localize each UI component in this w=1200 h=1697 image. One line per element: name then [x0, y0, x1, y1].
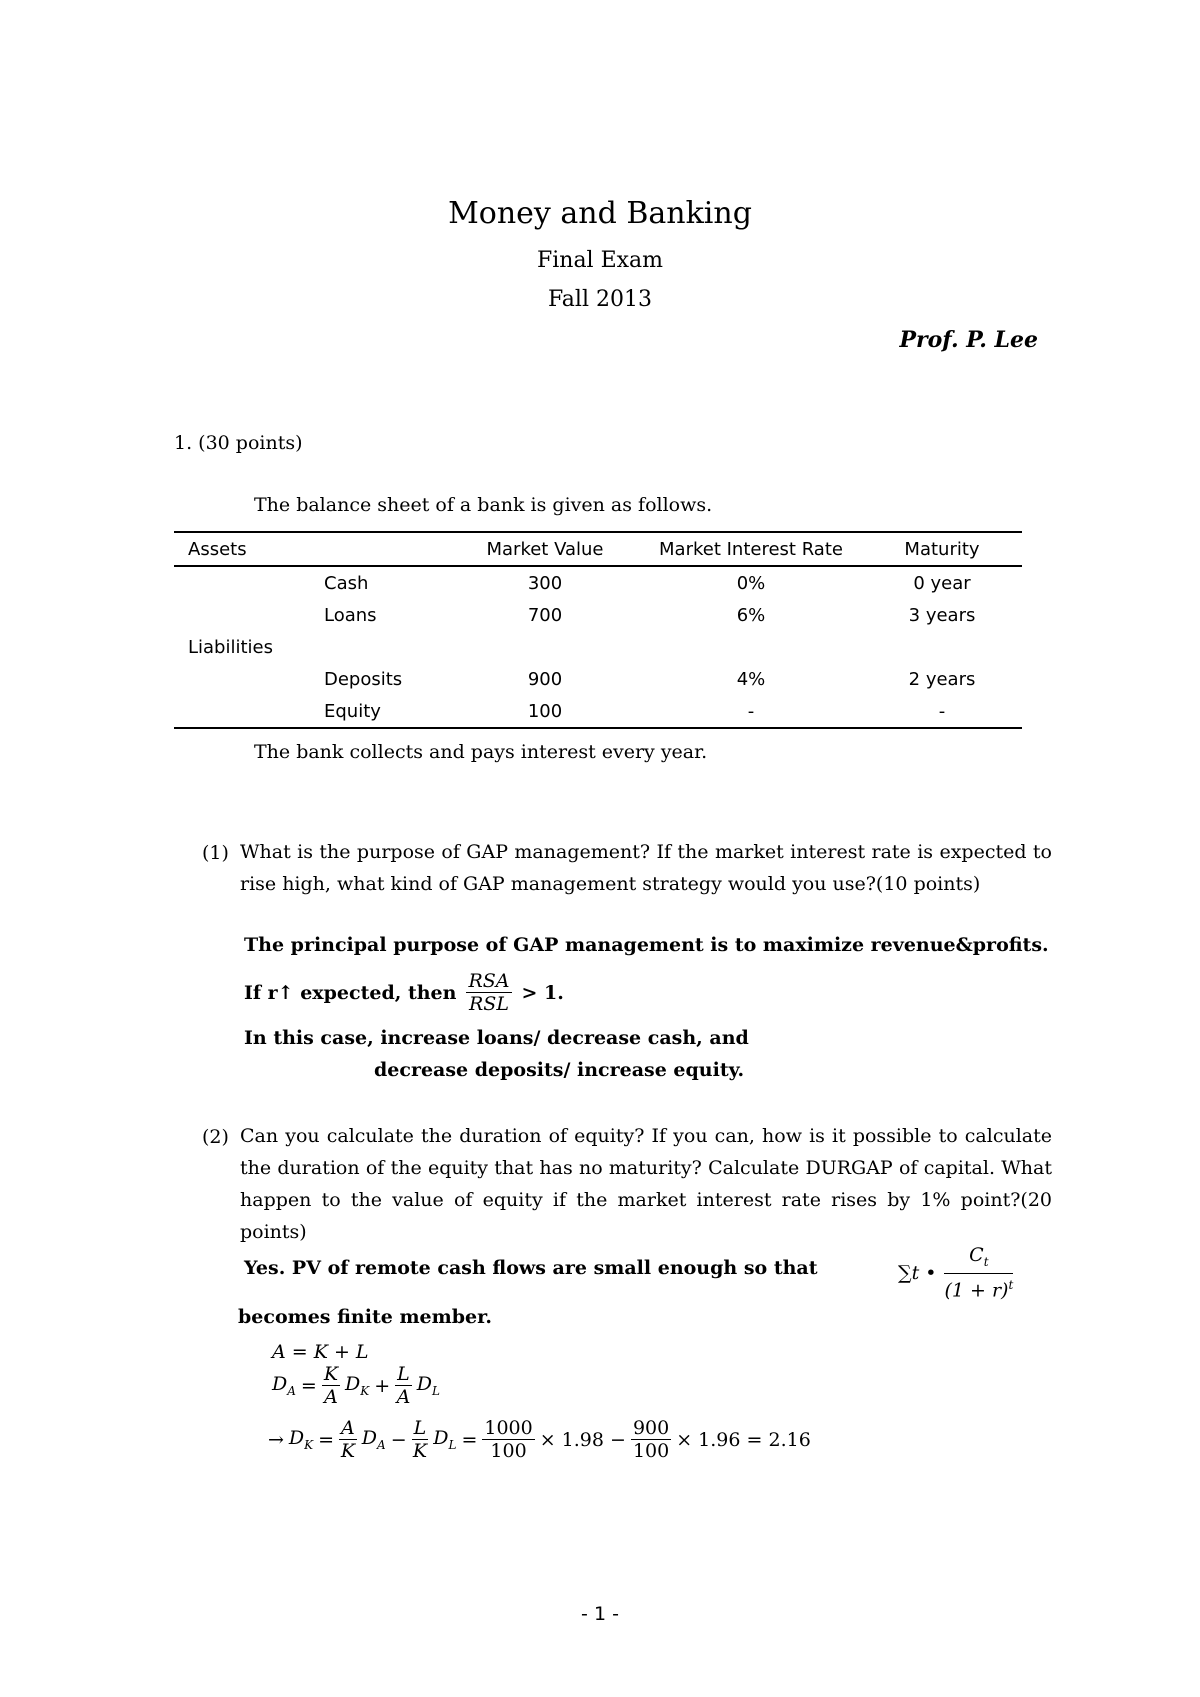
- table-cell: [174, 599, 324, 631]
- table-row: [174, 663, 1022, 695]
- fraction-numerator: [944, 1244, 1013, 1274]
- eq-operator: =: [318, 1428, 335, 1451]
- question-text: What is the purpose of GAP management? If the market interest rate is expected to rise high, what kind of GAP management strategy would you use?(10 points): [240, 841, 1052, 895]
- table-cell: 700: [527, 604, 563, 626]
- equation-2: [272, 1363, 440, 1408]
- answer-line: [244, 970, 564, 1015]
- answer-text: > 1.: [521, 981, 564, 1004]
- fraction-denominator: 100: [632, 1440, 670, 1462]
- fraction-numerator: 900: [632, 1417, 670, 1439]
- eq-sub: L: [432, 1383, 440, 1398]
- eq-term: [417, 1373, 440, 1398]
- problem-intro: The balance sheet of a bank is given as follows.: [254, 494, 713, 516]
- eq-symbol: D: [433, 1427, 449, 1450]
- fraction-numerator: A: [341, 1417, 355, 1439]
- sum-formula: [898, 1244, 1013, 1301]
- fraction-denominator: [944, 1274, 1013, 1301]
- table-cell: -: [938, 700, 946, 722]
- fraction-numerator: RSA: [468, 970, 510, 992]
- answer-line: [244, 1257, 884, 1279]
- table-cell: 300: [527, 572, 563, 594]
- arrow-icon: →: [268, 1428, 284, 1451]
- answer-line: decrease deposits/ increase equity.: [374, 1059, 745, 1081]
- table-cell: 0%: [736, 572, 766, 594]
- table-cell: Equity: [324, 700, 381, 722]
- table-cell: [324, 631, 450, 663]
- fraction: [339, 1417, 357, 1462]
- denominator-text: (1 + r): [944, 1279, 1009, 1302]
- eq-symbol: D: [416, 1373, 433, 1396]
- equation-1: A = K + L: [272, 1341, 369, 1363]
- table-row: [174, 631, 1022, 663]
- eq-term: [362, 1427, 386, 1452]
- fraction: [395, 1363, 412, 1408]
- table-cell: -: [747, 700, 755, 722]
- sum-prefix: ∑t •: [898, 1261, 937, 1284]
- answer-text: Yes. PV of remote cash flows are small enough so that: [244, 1257, 818, 1279]
- fraction-denominator: A: [396, 1386, 411, 1408]
- table-header-cell: Market Interest Rate: [659, 538, 843, 560]
- numerator-text: C: [969, 1244, 984, 1266]
- eq-operator: −: [390, 1428, 407, 1451]
- fraction-numerator: L: [397, 1363, 410, 1385]
- table-cell: Loans: [324, 604, 377, 626]
- eq-symbol: D: [272, 1373, 288, 1396]
- table-header-cell: Maturity: [904, 538, 980, 560]
- fraction-numerator: K: [323, 1363, 339, 1385]
- table-row: [174, 695, 1022, 728]
- question-number: (2): [202, 1126, 229, 1148]
- eq-sub: K: [360, 1383, 370, 1398]
- author: Prof. P. Lee: [899, 327, 1038, 353]
- table-cell: Cash: [324, 572, 369, 594]
- table-cell: [174, 663, 324, 695]
- question-number: (1): [202, 842, 229, 864]
- numerator-sub: t: [983, 1254, 989, 1269]
- fraction: [631, 1417, 671, 1462]
- fraction-denominator: RSL: [469, 993, 509, 1015]
- table-cell: Deposits: [324, 668, 403, 690]
- problem-note: The bank collects and pays interest every year.: [254, 741, 708, 763]
- answer-text: If r↑ expected, then: [244, 981, 457, 1004]
- fraction-denominator: K: [412, 1440, 428, 1462]
- eq-operator: × 1.96 = 2.16: [676, 1428, 811, 1451]
- fraction-denominator: 100: [490, 1440, 527, 1462]
- answer-line: The principal purpose of GAP management is to maximize revenue&profits.: [244, 934, 1049, 956]
- table-cell: [640, 631, 862, 663]
- fraction-denominator: K: [340, 1440, 356, 1462]
- eq-symbol: D: [288, 1427, 305, 1450]
- fraction: [944, 1244, 1013, 1301]
- fraction: [482, 1417, 534, 1462]
- fraction-numerator: 1000: [484, 1417, 533, 1439]
- eq-sub: A: [377, 1437, 386, 1452]
- eq-term: [272, 1373, 296, 1398]
- table-cell: [174, 695, 324, 728]
- eq-operator: =: [461, 1428, 478, 1451]
- table-header-cell: [324, 532, 450, 566]
- fraction: [322, 1363, 340, 1408]
- table-cell: [174, 566, 324, 599]
- balance-sheet-table: [174, 531, 1022, 729]
- fraction-denominator: A: [324, 1386, 338, 1408]
- eq-sub: A: [287, 1383, 296, 1398]
- eq-symbol: D: [361, 1427, 378, 1450]
- problem-heading: 1. (30 points): [174, 432, 303, 454]
- table-cell: Liabilities: [188, 636, 273, 658]
- table-header-row: [174, 532, 1022, 566]
- table-cell: 4%: [736, 668, 766, 690]
- table-cell: 900: [527, 668, 563, 690]
- term-subtitle: Fall 2013: [548, 287, 652, 312]
- eq-operator: +: [374, 1374, 391, 1397]
- table-row: [174, 566, 1022, 599]
- denominator-sup: t: [1008, 1277, 1014, 1292]
- table-cell: 100: [527, 700, 563, 722]
- table-cell: [450, 631, 640, 663]
- page-title: Money and Banking: [448, 196, 752, 231]
- eq-term: [433, 1427, 456, 1452]
- table-cell: 3 years: [908, 604, 976, 626]
- table-header-cell: Market Value: [486, 538, 604, 560]
- fraction-numerator: L: [413, 1417, 427, 1439]
- eq-sub: L: [448, 1437, 457, 1452]
- eq-operator: × 1.98 −: [539, 1428, 626, 1451]
- fraction: [466, 970, 511, 1015]
- question-text: Can you calculate the duration of equity? If you can, how is it possible to calculate the duration of the equity that has no maturity? Calculate DURGAP of capital. What happen to the value of equity if the market interest rate rises by 1% point?(20 points): [240, 1125, 1052, 1243]
- table-cell: 2 years: [908, 668, 976, 690]
- fraction: [412, 1417, 429, 1462]
- table-cell: [862, 631, 1022, 663]
- equation-3: [268, 1417, 811, 1462]
- eq-symbol: D: [345, 1373, 361, 1396]
- exam-subtitle: Final Exam: [536, 248, 664, 273]
- table-row: [174, 599, 1022, 631]
- eq-operator: =: [300, 1374, 317, 1397]
- page-number: - 1 -: [581, 1603, 619, 1625]
- answer-line: becomes finite member.: [238, 1306, 492, 1328]
- table-header-cell: Assets: [188, 538, 247, 560]
- answer-line: In this case, increase loans/ decrease cash, and: [244, 1027, 749, 1049]
- eq-term: [289, 1427, 313, 1452]
- table-cell: 6%: [736, 604, 766, 626]
- table-cell: 0 year: [913, 572, 971, 594]
- eq-term: [345, 1373, 369, 1398]
- eq-sub: K: [304, 1437, 314, 1452]
